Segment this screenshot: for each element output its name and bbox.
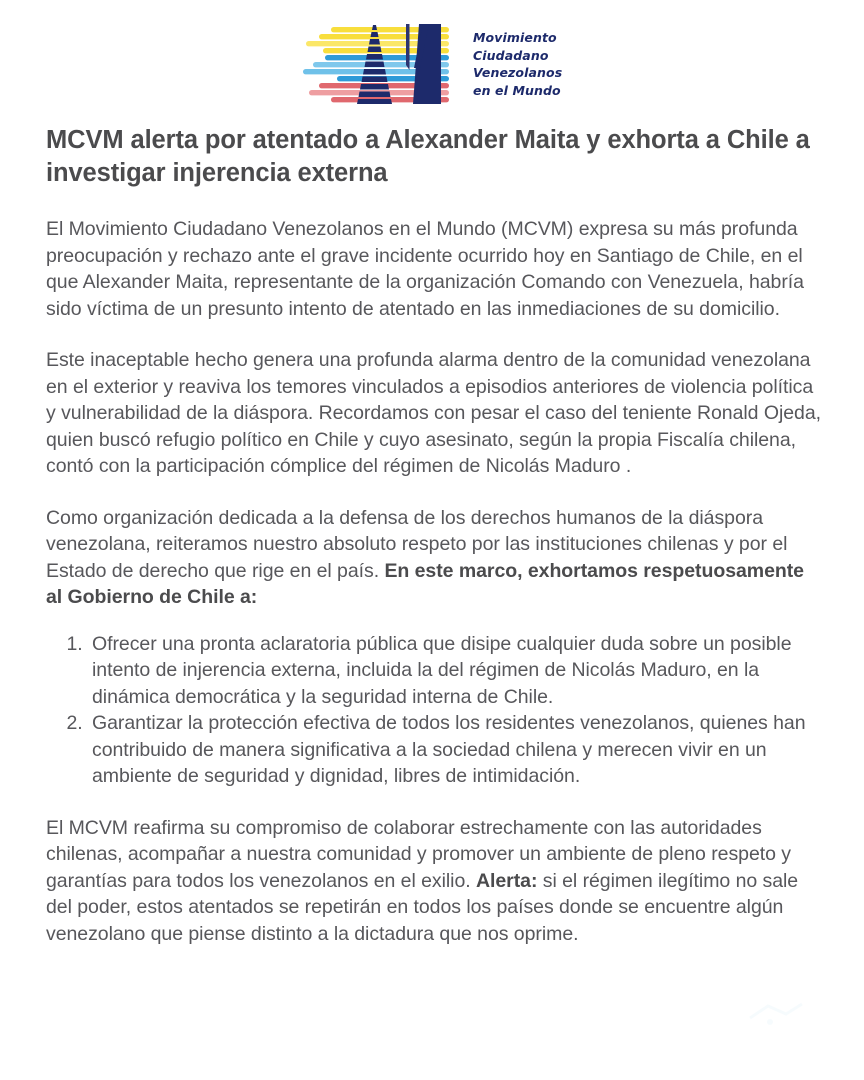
paragraph-4-alert-label: Alerta: — [475, 869, 538, 892]
list-item: 1. Ofrecer una pronta aclaratoria pública que disipe cualquier duda sobre un posible intento de injerencia externa, incluida la del régimen de Nicolás Maduro, en la dinámica democrática y la seguridad interna de Chile. — [88, 631, 824, 711]
list-item: 2. Garantizar la protección efectiva de todos los residentes venezolanos, quienes han contribuido de manera significativa a la sociedad chilena y merecen vivir en un ambiente de seguridad y dignidad, libres de intimidación. — [88, 710, 824, 790]
logo-word-line-1: Movimiento — [473, 30, 557, 45]
paragraph-4-tail: si el régimen ilegítimo no sale del poder, estos atentados se repetirán en todos los países donde se encuentre algún venezolano que piense distinto a la dictadura que nos oprime. — [46, 869, 799, 945]
watermark-icon — [746, 998, 806, 1032]
mcvm-logo — [301, 22, 563, 106]
mcvm-logo-wordmark — [469, 29, 563, 99]
paragraph-4 — [46, 815, 824, 948]
paragraph-1: El Movimiento Ciudadano Venezolanos en el Mundo (MCVM) expresa su más profunda preocupación y rechazo ante el grave incidente ocurrido hoy en Santiago de Chile, en el que Alexander Maita, representante de la organización Comando con Venezuela, habría sido víctima de un presunto intento de atentado en las inmediaciones de su domicilio. — [46, 218, 804, 320]
demands-list — [46, 631, 824, 790]
article-body — [0, 124, 864, 947]
paragraph-2: Este inaceptable hecho genera una profunda alarma dentro de la comunidad venezolana en el exterior y reaviva los temores vinculados a episodios anteriores de violencia política y vulnerabilidad de la diáspora. Recordamos con pesar el caso del teniente Ronald Ojeda, quien buscó refugio político en Chile y cuyo asesinato, según la propia Fiscalía chilena, contó con la participación cómplice del régimen de Nicolás Maduro . — [46, 349, 821, 477]
paragraph-4-lead: El MCVM reafirma su compromiso de colaborar estrechamente con las autoridades chilenas, acompañar a nuestra comunidad y promover un ambiente de pleno respeto y garantías para todos los venezolanos en el exilio. — [46, 816, 791, 892]
paragraph-3-emphasis: En este marco, exhortamos respetuosamente al Gobierno de Chile a: — [46, 559, 804, 608]
mcvm-logo-mark-icon — [301, 22, 469, 106]
logo-word-line-3: Venezolanos — [473, 65, 563, 80]
logo-word-line-2: Ciudadano — [473, 47, 549, 63]
paragraph-3 — [46, 505, 824, 611]
document-header — [0, 0, 864, 106]
logo-word-line-4: en el Mundo — [473, 82, 561, 98]
paragraph-3-lead: Como organización dedicada a la defensa de los derechos humanos de la diáspora venezolana, reiteramos nuestro absoluto respeto por las instituciones chilenas y por el Estado de derecho que rige en el país. — [46, 506, 788, 582]
page-title: MCVM alerta por atentado a Alexander Maita y exhorta a Chile a investigar injerencia externa — [46, 126, 810, 187]
